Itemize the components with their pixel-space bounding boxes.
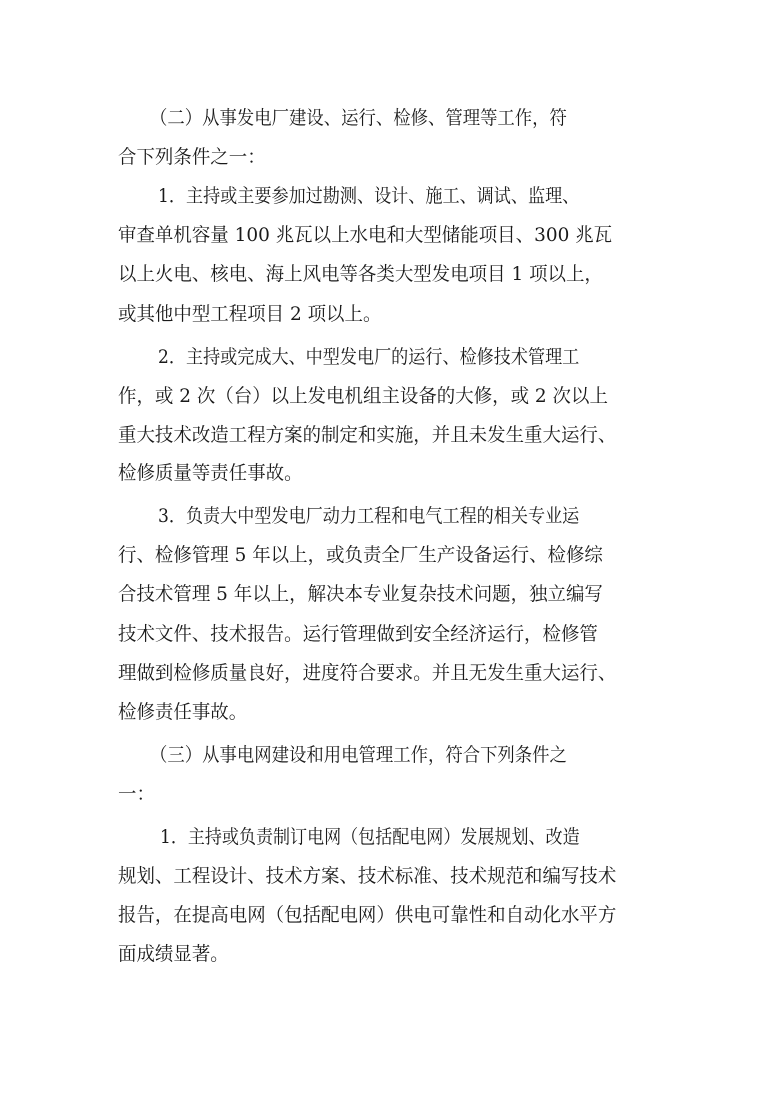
text-line: 报告，在提高电网（包括配电网）供电可靠性和自动化水平方 [118, 904, 617, 926]
text-line: 审查单机容量 100 兆瓦以上水电和大型储能项目、300 兆瓦 [118, 224, 613, 246]
text-line: 作，或 2 次（台）以上发电机组主设备的大修，或 2 次以上 [118, 385, 608, 407]
text-line: 规划、工程设计、技术方案、技术标准、技术规范和编写技术 [118, 865, 617, 887]
text-line: 3．负责大中型发电厂动力工程和电气工程的相关专业运 [158, 505, 580, 527]
text-line: 行、检修管理 5 年以上，或负责全厂生产设备运行、检修综 [118, 544, 603, 566]
text-line: （二）从事发电厂建设、运行、检修、管理等工作，符 [150, 107, 567, 129]
text-line: 合技术管理 5 年以上，解决本专业复杂技术问题，独立编写 [118, 583, 603, 605]
text-line: 1．主持或负责制订电网（包括配电网）发展规划、改造 [160, 826, 580, 848]
text-line: 一： [118, 783, 155, 805]
text-line: 面成绩显著。 [118, 943, 229, 965]
text-line: （三）从事电网建设和用电管理工作，符合下列条件之 [150, 744, 567, 766]
text-line: 重大技术改造工程方案的制定和实施，并且未发生重大运行、 [118, 424, 617, 446]
text-line: 1．主持或主要参加过勘测、设计、施工、调试、监理、 [158, 185, 580, 207]
text-line: 2．主持或完成大、中型发电厂的运行、检修技术管理工 [158, 346, 580, 368]
text-line: 技术文件、技术报告。运行管理做到安全经济运行，检修管 [118, 623, 598, 645]
text-line: 检修质量等责任事故。 [118, 462, 303, 484]
text-line: 以上火电、核电、海上风电等各类大型发电项目 1 项以上， [118, 263, 603, 285]
text-line: 理做到检修质量良好，进度符合要求。并且无发生重大运行、 [118, 662, 617, 684]
text-line: 合下列条件之一： [118, 146, 266, 168]
text-line: 检修责任事故。 [118, 701, 248, 723]
text-line: 或其他中型工程项目 2 项以上。 [118, 303, 382, 325]
